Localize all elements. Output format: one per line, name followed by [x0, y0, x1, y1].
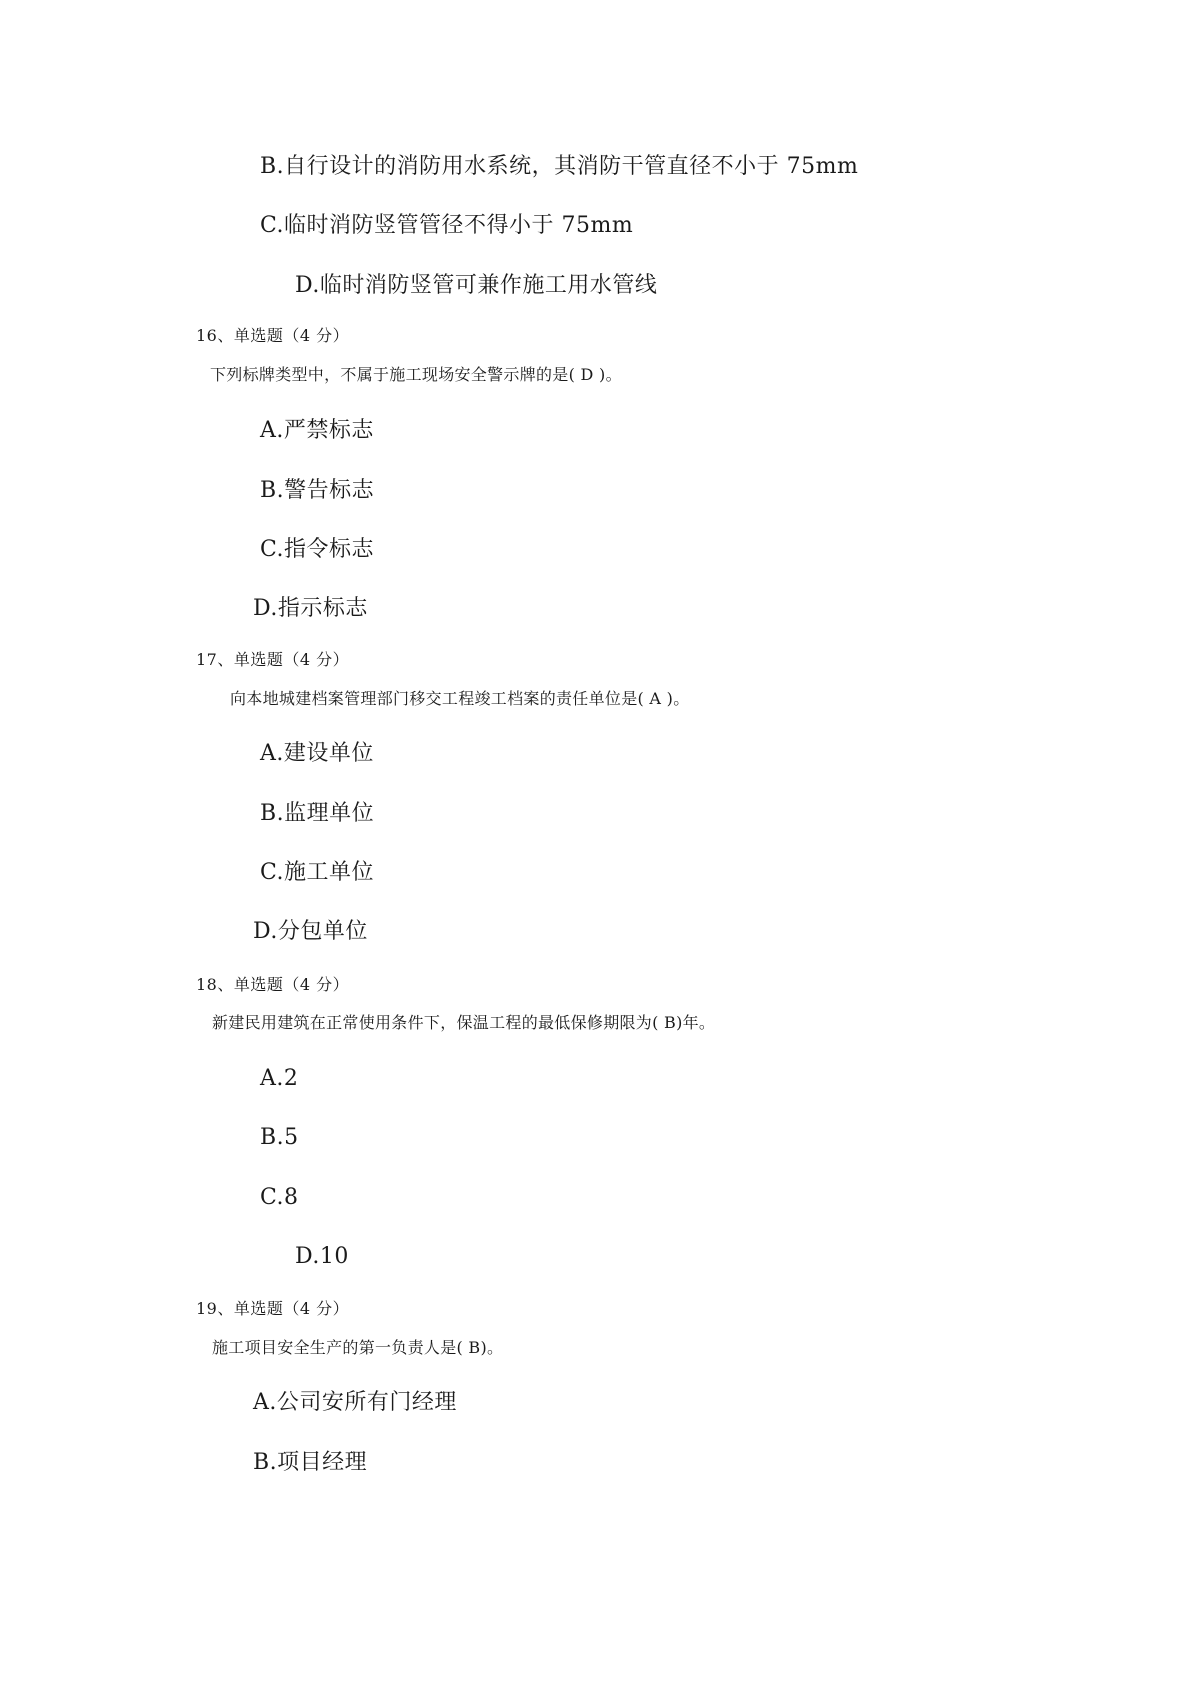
q17-header: 17、单选题（4 分） [196, 650, 350, 669]
q17-stem: 向本地城建档案管理部门移交工程竣工档案的责任单位是( A )。 [230, 689, 690, 708]
q17-option-b: B.监理单位 [260, 801, 375, 826]
q15-option-b: B.自行设计的消防用水系统，其消防干管直径不小于 75mm [260, 154, 859, 179]
q18-option-d: D.10 [295, 1244, 349, 1269]
q19-stem: 施工项目安全生产的第一负责人是( B)。 [212, 1338, 504, 1357]
q17-option-c: C.施工单位 [260, 860, 375, 885]
q16-stem: 下列标牌类型中，不属于施工现场安全警示牌的是( D )。 [210, 365, 622, 384]
q16-option-a: A.严禁标志 [260, 418, 374, 443]
q18-option-c: C.8 [260, 1185, 299, 1210]
q19-option-a: A.公司安所有门经理 [253, 1390, 457, 1415]
q18-header: 18、单选题（4 分） [196, 975, 350, 994]
q18-option-b: B.5 [260, 1125, 299, 1150]
q16-option-b: B.警告标志 [260, 478, 375, 503]
q17-option-a: A.建设单位 [260, 741, 374, 766]
q19-header: 19、单选题（4 分） [196, 1299, 350, 1318]
q19-option-b: B.项目经理 [253, 1450, 368, 1475]
q15-option-d: D.临时消防竖管可兼作施工用水管线 [295, 273, 658, 298]
q15-option-c: C.临时消防竖管管径不得小于 75mm [260, 213, 634, 238]
q16-option-d: D.指示标志 [253, 596, 368, 621]
q16-option-c: C.指令标志 [260, 537, 375, 562]
q16-header: 16、单选题（4 分） [196, 326, 350, 345]
q17-option-d: D.分包单位 [253, 919, 368, 944]
q18-stem: 新建民用建筑在正常使用条件下，保温工程的最低保修期限为( B)年。 [212, 1013, 716, 1032]
q18-option-a: A.2 [260, 1066, 299, 1091]
